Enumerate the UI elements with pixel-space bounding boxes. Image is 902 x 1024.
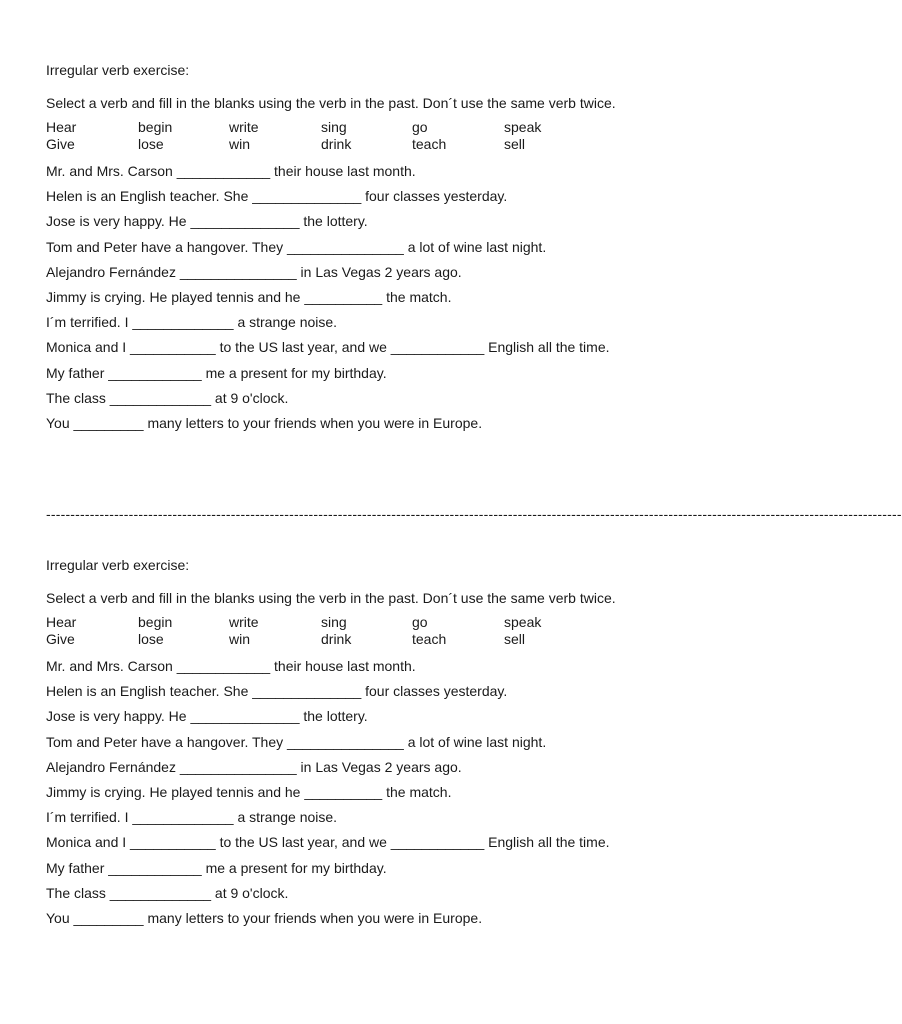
exercise-sentence: Alejandro Fernández _______________ in Las Vegas 2 years ago. [46, 263, 462, 280]
exercise-sentence: My father ____________ me a present for my birthday. [46, 364, 387, 381]
exercise-sentence: I´m terrified. I _____________ a strange noise. [46, 314, 338, 331]
verb-item: speak [504, 614, 542, 630]
verb-item: begin [138, 614, 173, 630]
exercise-section-top [46, 60, 726, 436]
verb-item: Hear [46, 614, 77, 630]
exercise-sentence: Tom and Peter have a hangover. They _______________ a lot of wine last night. [46, 238, 547, 255]
exercise-sentence: Monica and I ___________ to the US last year, and we ____________ English all the time. [46, 339, 610, 356]
verb-item: speak [504, 119, 542, 135]
exercise-sentence: Jose is very happy. He ______________ the lottery. [46, 213, 368, 230]
verb-item: win [229, 136, 251, 152]
verb-item: Hear [46, 119, 77, 135]
exercise-sentence: Jose is very happy. He ______________ the lottery. [46, 708, 368, 725]
exercise-sentence: You _________ many letters to your friends when you were in Europe. [46, 909, 483, 926]
exercise-sentence: Jimmy is crying. He played tennis and he __________ the match. [46, 288, 452, 305]
exercise-sentence: My father ____________ me a present for my birthday. [46, 859, 387, 876]
exercise-sentence: Tom and Peter have a hangover. They _______________ a lot of wine last night. [46, 733, 547, 750]
exercise-sentence: You _________ many letters to your friends when you were in Europe. [46, 414, 483, 431]
verb-item: Give [46, 136, 75, 152]
exercise-instruction: Select a verb and fill in the blanks using the verb in the past. Don´t use the same verb twice. [46, 95, 616, 111]
exercise-sentence: Alejandro Fernández _______________ in Las Vegas 2 years ago. [46, 758, 462, 775]
exercise-section-bottom [46, 555, 726, 931]
verb-item: sell [504, 631, 526, 647]
exercise-sentence: Jimmy is crying. He played tennis and he __________ the match. [46, 783, 452, 800]
verb-item: go [412, 614, 428, 630]
verb-item: go [412, 119, 428, 135]
verb-item: lose [138, 136, 164, 152]
exercise-sentence: The class _____________ at 9 o'clock. [46, 884, 289, 901]
verb-item: write [229, 614, 259, 630]
verb-item: drink [321, 136, 352, 152]
verb-item: sing [321, 614, 347, 630]
exercise-instruction: Select a verb and fill in the blanks using the verb in the past. Don´t use the same verb twice. [46, 590, 616, 606]
verb-item: win [229, 631, 251, 647]
exercise-title: Irregular verb exercise: [46, 62, 190, 78]
verb-item: sing [321, 119, 347, 135]
verb-item: Give [46, 631, 75, 647]
exercise-sentence: Monica and I ___________ to the US last year, and we ____________ English all the time. [46, 834, 610, 851]
exercise-sentence: Helen is an English teacher. She ______________ four classes yesterday. [46, 683, 508, 700]
verb-list [46, 119, 726, 153]
exercise-sentence: Mr. and Mrs. Carson ____________ their house last month. [46, 163, 416, 179]
cut-line-divider: -------------------------------------------------------------------------------------------------------------------------------------------------------------------------------- [46, 506, 902, 522]
verb-item: sell [504, 136, 526, 152]
exercise-sentence: Mr. and Mrs. Carson ____________ their house last month. [46, 658, 416, 674]
verb-item: write [229, 119, 259, 135]
verb-item: begin [138, 119, 173, 135]
exercise-sentence: Helen is an English teacher. She ______________ four classes yesterday. [46, 188, 508, 205]
exercise-title: Irregular verb exercise: [46, 557, 190, 573]
verb-list [46, 614, 726, 648]
sentence-list [46, 159, 726, 436]
verb-item: teach [412, 136, 447, 152]
exercise-sentence: I´m terrified. I _____________ a strange noise. [46, 809, 338, 826]
verb-item: lose [138, 631, 164, 647]
sentence-list [46, 654, 726, 931]
verb-item: drink [321, 631, 352, 647]
exercise-sentence: The class _____________ at 9 o'clock. [46, 389, 289, 406]
verb-item: teach [412, 631, 447, 647]
